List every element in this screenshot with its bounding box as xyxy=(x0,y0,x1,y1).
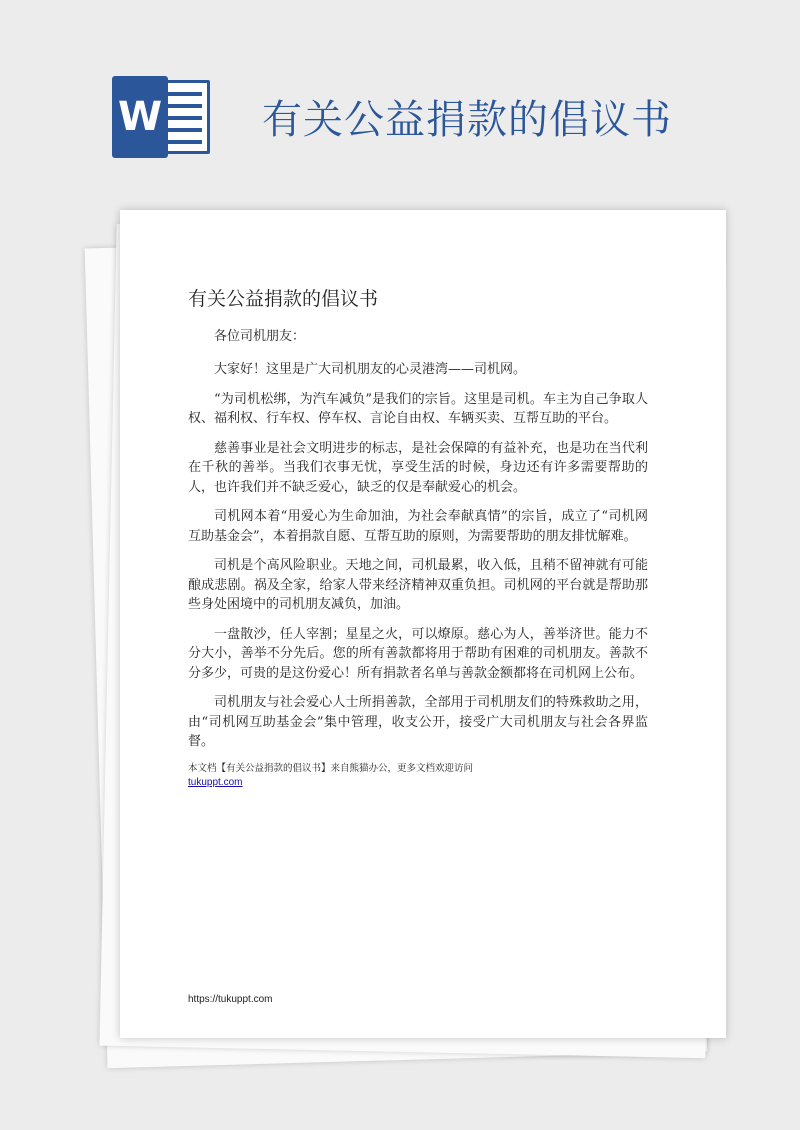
salutation: 各位司机朋友： xyxy=(214,329,306,344)
paragraph: 一盘散沙，任人宰割；星星之火，可以燎原。慈心为人，善举济世。能力不分大小，善举不分先后。您的所有善款都将用于帮助有困难的司机朋友。善款不分多少，可贵的是这份爱心！所有捐款者名单与善款金额都将在司机网上公布。 xyxy=(188,626,648,681)
source-link[interactable]: tukuppt.com xyxy=(188,776,243,788)
paragraph: 慈善事业是社会文明进步的标志，是社会保障的有益补充，也是功在当代利在千秋的善举。当我们衣事无忧，享受生活的时候，身边还有许多需要帮助的人，也许我们并不缺乏爱心，缺乏的仅是奉献爱心的机会。 xyxy=(188,440,648,495)
paragraph: “为司机松绑，为汽车减负”是我们的宗旨。这里是司机。车主为自己争取人权、福利权、行车权、停车权、言论自由权、车辆买卖、互帮互助的平台。 xyxy=(188,391,648,426)
paragraph: 司机是个高风险职业。天地之间，司机最累，收入低，且稍不留神就有可能酿成悲剧。祸及全家，给家人带来经济精神双重负担。司机网的平台就是帮助那些身处困境中的司机朋友减负，加油。 xyxy=(188,558,648,612)
document-page xyxy=(120,210,726,1038)
paragraph: 司机网本着“用爱心为生命加油，为社会奉献真情”的宗旨，成立了“司机网互助基金会”，本着捐款自愿、互帮互助的原则，为需要帮助的朋友排忧解难。 xyxy=(188,509,648,544)
footer-url: https://tukuppt.com xyxy=(188,994,273,1005)
preview-header xyxy=(0,0,800,200)
word-icon-letter: W xyxy=(112,76,168,158)
header-title: 有关公益捐款的倡议书 xyxy=(262,97,672,143)
word-document-icon xyxy=(112,76,212,158)
document-title: 有关公益捐款的倡议书 xyxy=(188,288,379,310)
paragraph: 司机朋友与社会爱心人士所捐善款，全部用于司机朋友们的特殊救助之用，由“司机网互助基金会”集中管理，收支公开，接受广大司机朋友与社会各界监督。 xyxy=(188,695,648,749)
document-body xyxy=(188,326,648,789)
paragraph: 大家好！这里是广大司机朋友的心灵港湾——司机网。 xyxy=(214,362,527,377)
source-note: 本文档【有关公益捐款的倡议书】来自熊猫办公，更多文档欢迎访问 xyxy=(188,762,474,774)
